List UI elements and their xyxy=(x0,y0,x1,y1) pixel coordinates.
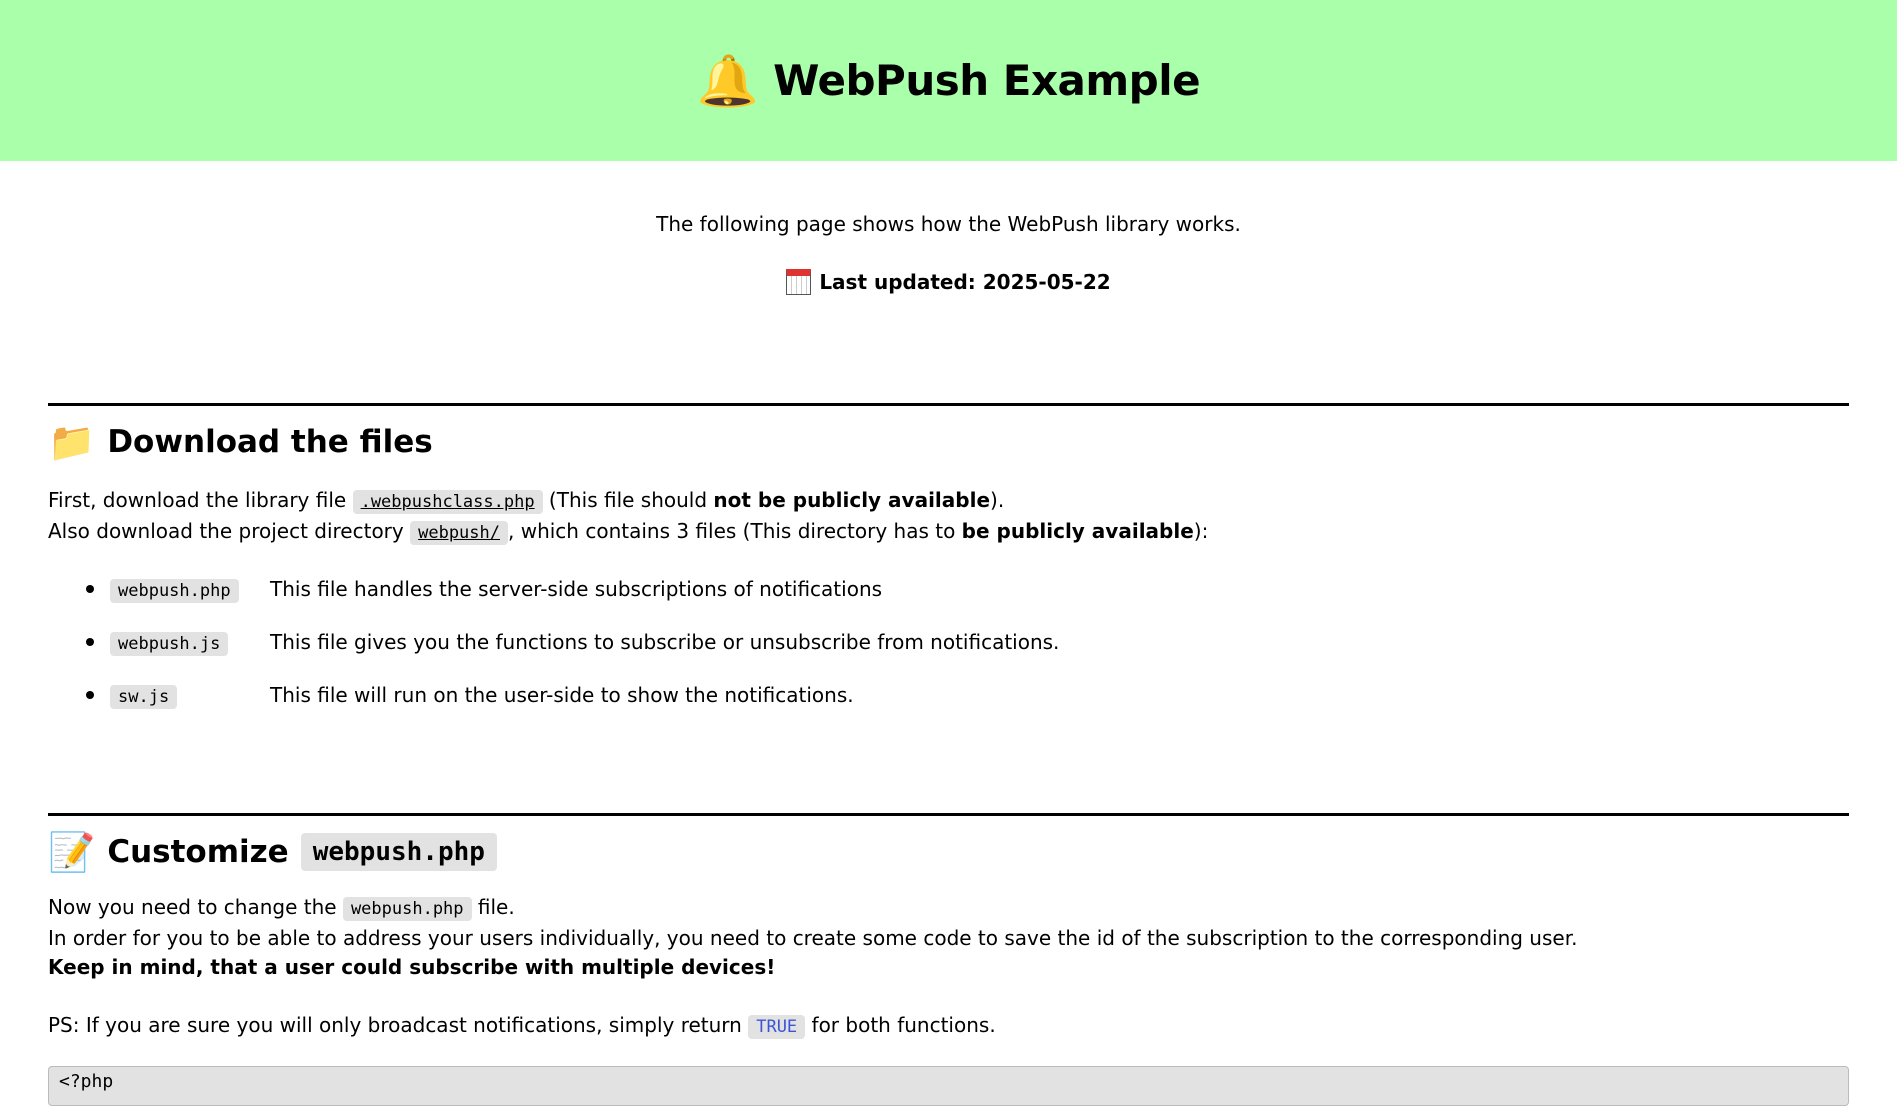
customize-title-code: webpush.php xyxy=(301,833,497,871)
last-updated xyxy=(0,269,1897,295)
memo-icon: 📝 xyxy=(48,830,96,874)
customize-title: Customize xyxy=(107,834,289,870)
text-span: Now you need to change the xyxy=(48,895,343,919)
customize-instructions xyxy=(48,893,1849,1042)
customize-warning: Keep in mind, that a user could subscribe with multiple devices! xyxy=(48,955,776,979)
file-description: This file will run on the user-side to show the notifications. xyxy=(270,682,854,707)
download-line-2 xyxy=(48,517,1849,548)
download-heading xyxy=(48,416,1849,468)
inline-code: webpush.php xyxy=(343,897,472,921)
text-span: for both functions. xyxy=(805,1013,996,1037)
file-name xyxy=(110,683,270,707)
text-span: Also download the project directory xyxy=(48,519,411,543)
download-instructions xyxy=(48,486,1849,548)
bold-text: not be publicly available xyxy=(713,488,991,512)
text-span: file. xyxy=(471,895,515,919)
folder-icon: 📁 xyxy=(48,420,96,464)
download-title: Download the files xyxy=(107,424,433,460)
php-code-block: <?php xyxy=(48,1066,1849,1106)
customize-line-1 xyxy=(48,893,1849,924)
customize-ps xyxy=(48,1011,1849,1042)
bell-icon: 🔔 xyxy=(696,51,760,110)
text-span: First, download the library file xyxy=(48,488,353,512)
file-name xyxy=(110,577,270,601)
text-span: , which contains 3 files (This directory has to xyxy=(508,519,962,543)
calendar-icon xyxy=(786,269,811,295)
download-line-1 xyxy=(48,486,1849,517)
customize-heading xyxy=(48,826,1849,878)
list-item xyxy=(86,668,1849,721)
last-updated-label: Last updated: 2025-05-22 xyxy=(819,270,1111,294)
file-list xyxy=(86,562,1849,721)
download-section xyxy=(48,403,1849,721)
webpushclass-file-link[interactable]: .webpushclass.php xyxy=(353,490,543,514)
bold-text: be publicly available xyxy=(961,519,1194,543)
list-item xyxy=(86,562,1849,615)
intro-text: The following page shows how the WebPush library works. xyxy=(656,212,1241,236)
file-code: webpush.php xyxy=(110,579,239,603)
text-span: PS: If you are sure you will only broadcast notifications, simply return xyxy=(48,1013,749,1037)
page-title: WebPush Example xyxy=(773,56,1201,105)
file-description: This file gives you the functions to subscribe or unsubscribe from notifications. xyxy=(270,629,1060,654)
customize-line-2: In order for you to be able to address your users individually, you need to create some code to save the id of the subscription to the corresponding user. xyxy=(48,926,1578,950)
list-item xyxy=(86,615,1849,668)
customize-section xyxy=(48,813,1849,1042)
inline-code: TRUE xyxy=(748,1015,805,1039)
webpush-dir-link[interactable]: webpush/ xyxy=(410,521,508,545)
file-description: This file handles the server-side subscriptions of notifications xyxy=(270,576,883,601)
text-span: ): xyxy=(1193,519,1209,543)
text-span: ). xyxy=(990,488,1005,512)
page-header xyxy=(0,0,1897,161)
file-name xyxy=(110,630,270,654)
file-code: webpush.js xyxy=(110,632,228,656)
text-span: (This file should xyxy=(542,488,714,512)
file-code: sw.js xyxy=(110,685,177,709)
